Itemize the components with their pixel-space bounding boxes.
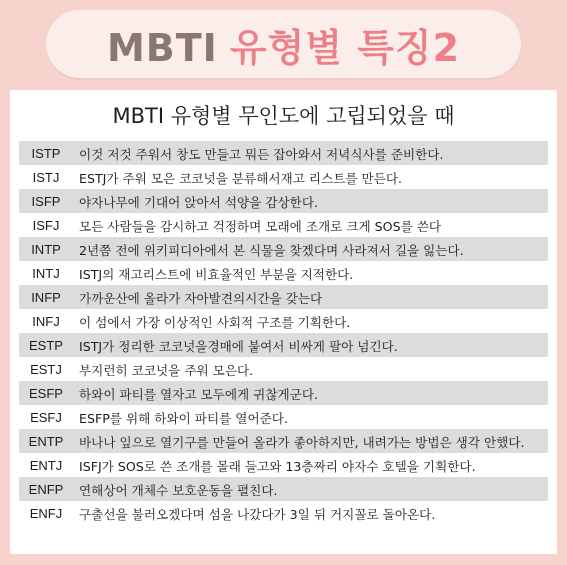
table-row <box>19 381 548 405</box>
mbti-description: ISTJ가 정리한 코코넛을경매에 붙여서 비싸게 팔아 넘긴다. <box>79 338 398 354</box>
table-row <box>19 429 548 453</box>
banner-title-subtitle: 유형별 특징2 <box>229 25 461 70</box>
mbti-type-label: INFP <box>31 289 61 305</box>
content-card <box>10 90 557 554</box>
mbti-description: ISTJ의 재고리스트에 비효율적인 부분을 지적한다. <box>79 266 354 282</box>
title-banner <box>46 10 521 78</box>
banner-title-mbti: MBTI <box>106 25 218 70</box>
mbti-description: ISFJ가 SOS로 쓴 조개를 몰래 들고와 13층짜리 야자수 호텔을 기획한다. <box>79 458 476 474</box>
mbti-description: 야자나무에 기대어 앉아서 석양을 감상한다. <box>79 194 318 210</box>
mbti-description: ESFP를 위해 하와이 파티를 열어준다. <box>79 410 288 426</box>
mbti-description: 구출선을 불러오겠다며 섬을 나갔다가 3일 뒤 거지꼴로 돌아온다. <box>79 506 436 522</box>
table-row <box>19 453 548 477</box>
mbti-type-label: ENFJ <box>29 505 63 521</box>
mbti-description: 가까운산에 올라가 자아발견의시간을 갖는다 <box>79 290 323 306</box>
mbti-type-label: ENTP <box>28 433 64 449</box>
mbti-table <box>19 141 548 525</box>
mbti-type-label: ENFP <box>28 481 64 497</box>
table-row <box>19 285 548 309</box>
mbti-description: 부지런히 코코넛을 주워 모은다. <box>79 362 254 378</box>
card-title: MBTI 유형별 무인도에 고립되었을 때 <box>112 104 455 128</box>
mbti-type-label: ENTJ <box>29 457 63 473</box>
mbti-description: 2년쯤 전에 위키피디아에서 본 식물을 찾겠다며 사라져서 길을 잃는다. <box>79 242 464 258</box>
mbti-description: 이 섬에서 가장 이상적인 사회적 구조를 기획한다. <box>79 314 351 330</box>
mbti-type-label: ESTJ <box>30 361 62 377</box>
mbti-type-label: ESTP <box>29 337 63 353</box>
mbti-description: 하와이 파티를 열자고 모두에게 귀찮게군다. <box>79 386 318 402</box>
mbti-type-label: ESFJ <box>30 409 62 425</box>
mbti-type-label: ISTP <box>31 145 61 161</box>
table-row <box>19 333 548 357</box>
table-row <box>19 141 548 165</box>
mbti-description: 모든 사람들을 감시하고 걱정하며 모래에 조개로 크게 SOS를 쓴다 <box>79 218 442 234</box>
mbti-description: 이것 저것 주워서 창도 만들고 뭐든 잡아와서 저녁식사를 준비한다. <box>79 146 444 162</box>
table-row <box>19 189 548 213</box>
mbti-type-label: INFJ <box>32 313 60 329</box>
table-row <box>19 357 548 381</box>
table-row <box>19 261 548 285</box>
mbti-type-label: ISTJ <box>32 169 60 185</box>
mbti-type-label: INTJ <box>32 265 60 281</box>
table-row <box>19 501 548 525</box>
mbti-type-label: ISFP <box>31 193 61 209</box>
banner-title <box>107 17 460 72</box>
mbti-type-label: ISFJ <box>32 217 60 233</box>
table-row <box>19 309 548 333</box>
table-row <box>19 213 548 237</box>
mbti-description: 연해상어 개체수 보호운동을 펼친다. <box>79 482 278 498</box>
mbti-description: 바나나 잎으로 열기구를 만들어 올라가 좋아하지만, 내려가는 방법은 생각 안했다. <box>79 434 525 450</box>
table-row <box>19 477 548 501</box>
mbti-type-label: ESFP <box>29 385 63 401</box>
table-row <box>19 405 548 429</box>
table-row <box>19 165 548 189</box>
mbti-description: ESTJ가 주워 모은 코코넛을 분류해서재고 리스트를 만든다. <box>79 170 403 186</box>
mbti-type-label: INTP <box>31 241 61 257</box>
table-row <box>19 237 548 261</box>
